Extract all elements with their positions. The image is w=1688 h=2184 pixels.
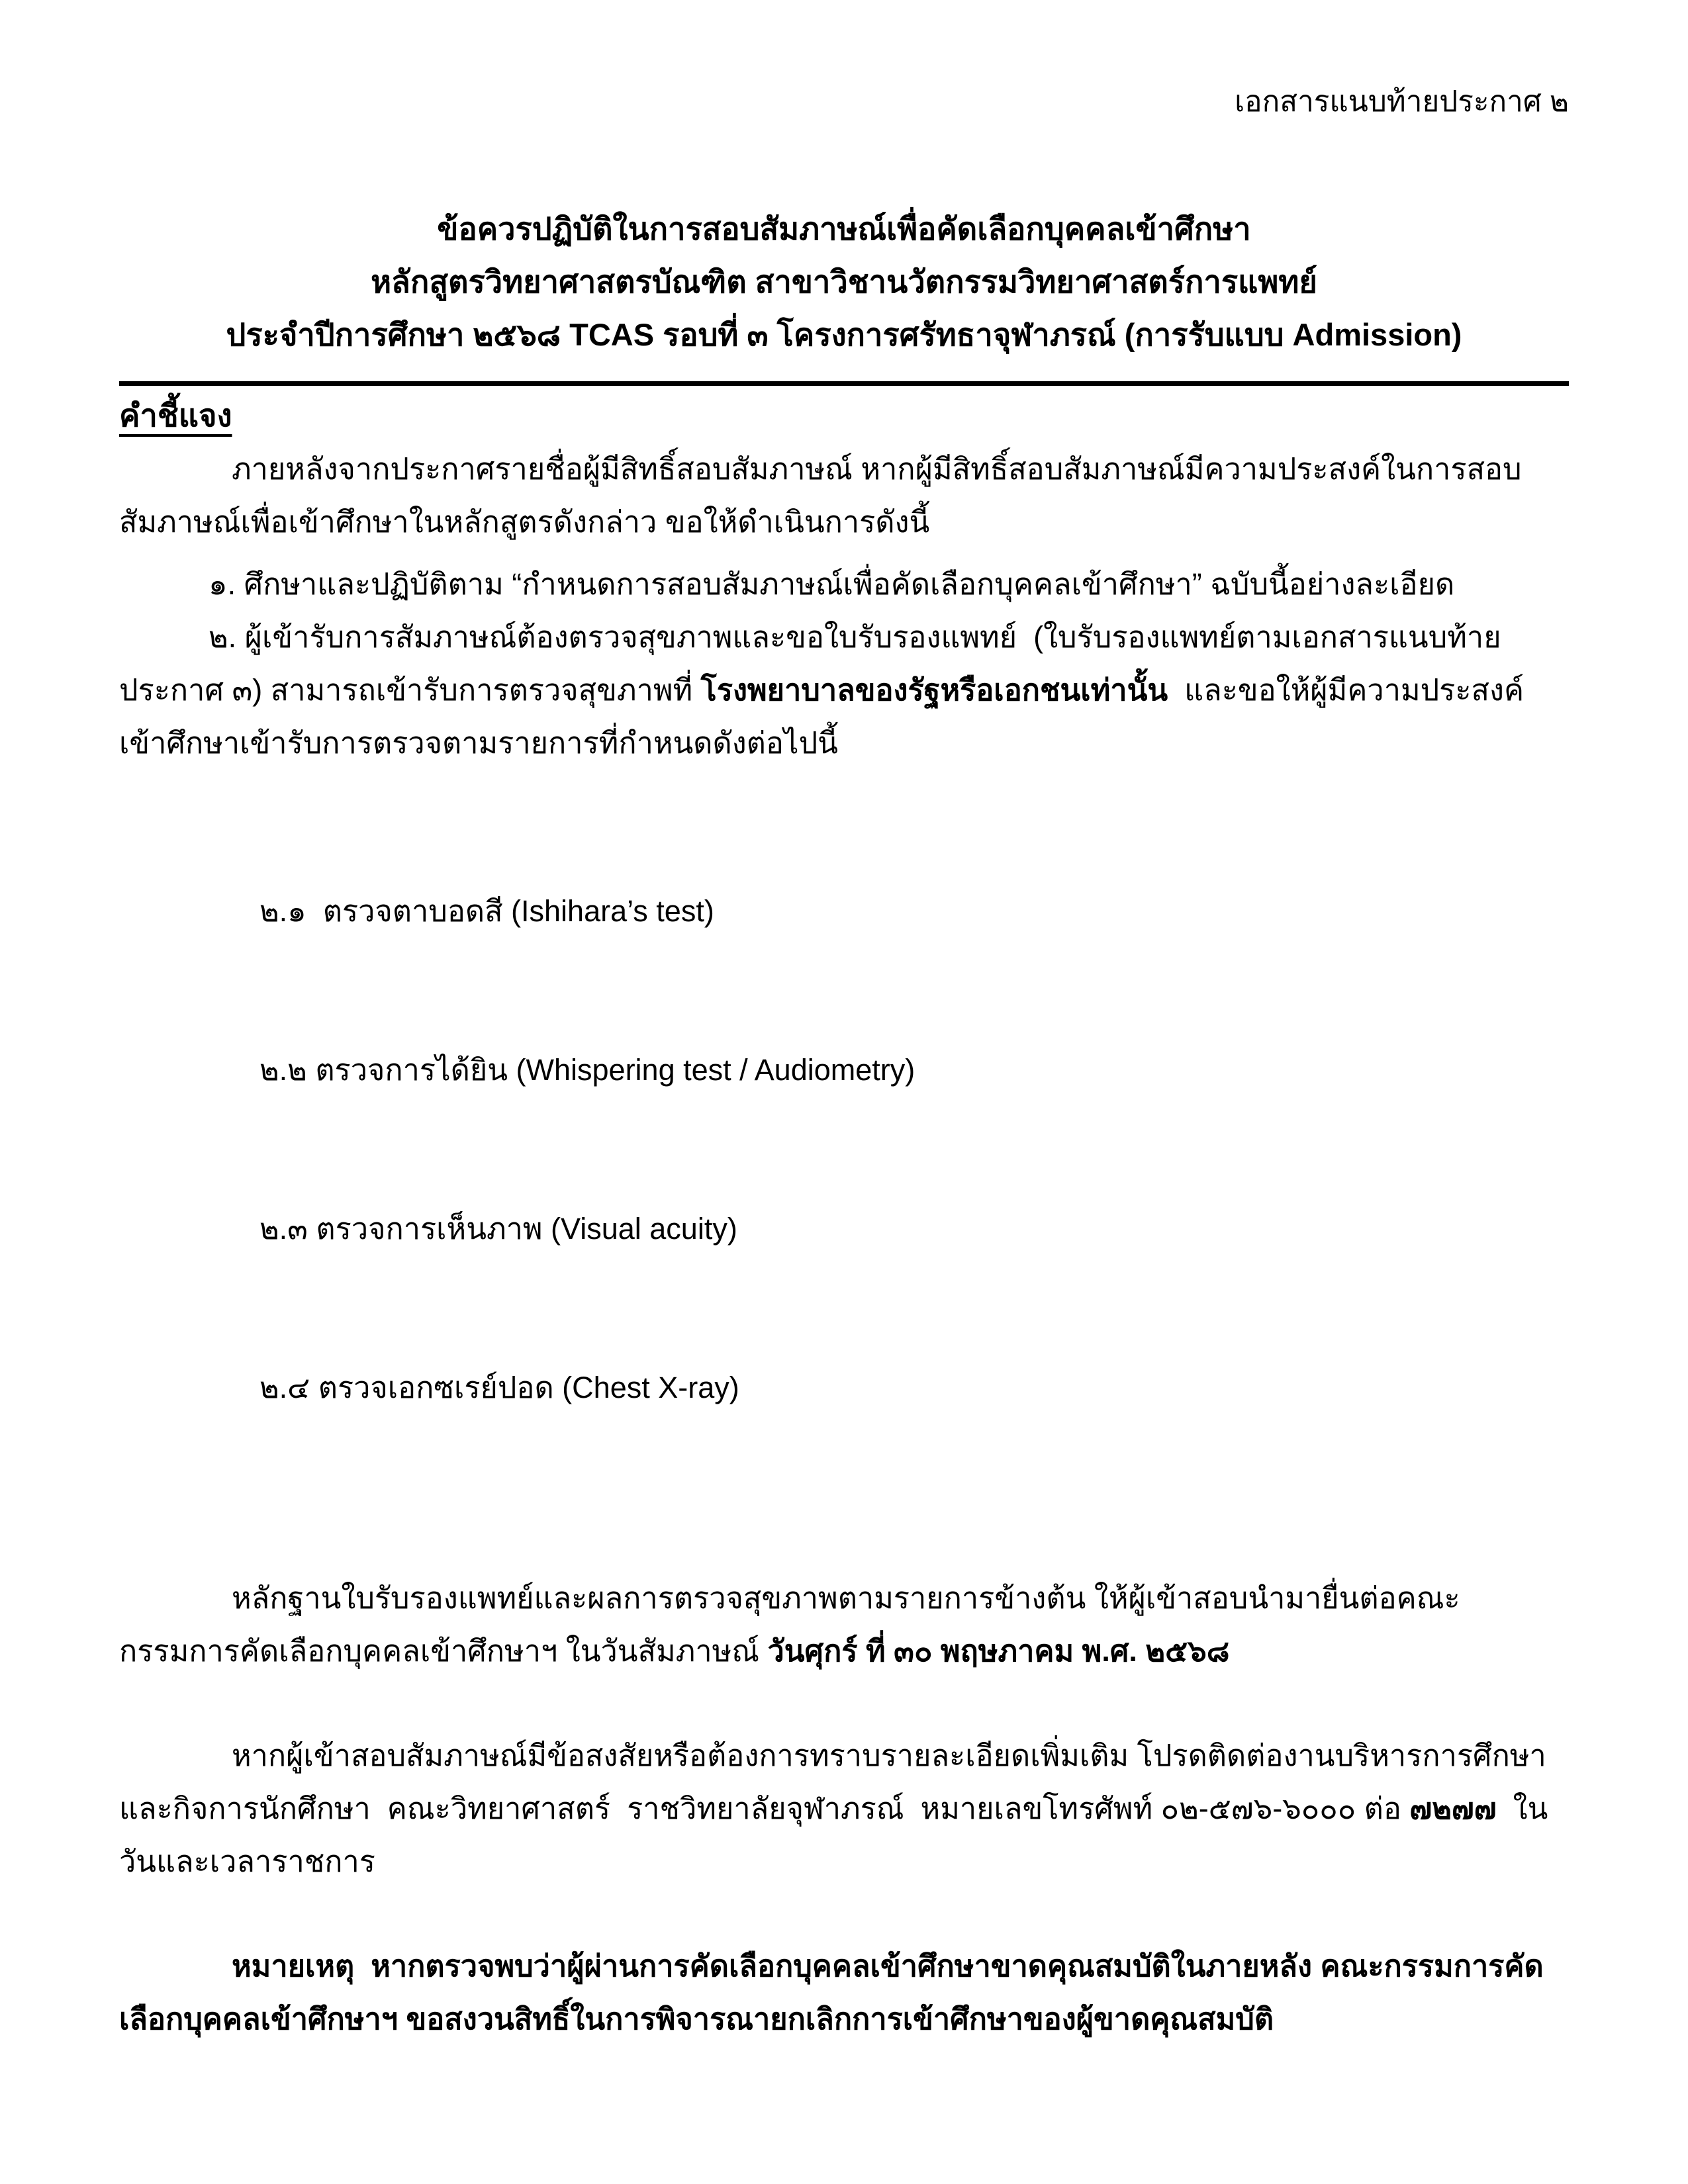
title-line-2: หลักสูตรวิทยาศาสตรบัณฑิต สาขาวิชานวัตกรรมวิทยาศาสตร์การแพทย์ <box>371 264 1317 299</box>
interview-date-bold: วันศุกร์ ที่ ๓๐ พฤษภาคม พ.ศ. ๒๕๖๘ <box>767 1634 1230 1668</box>
title-line-1: ข้อควรปฏิบัติในการสอบสัมภาษณ์เพื่อคัดเลือกบุคคลเข้าศึกษา <box>437 211 1251 246</box>
note-label: หมายเหตุ <box>232 1949 355 1983</box>
contact-text-start: หากผู้เข้าสอบสัมภาษณ์มีข้อสงสัยหรือต้องการทราบรายละเอียดเพิ่มเติม โปรดติดต่องานบริหารการศึกษา และกิจการนักศึกษา คณะวิทยาศาสตร์ ราชวิทยาลัยจุฬาภรณ์ หมายเลขโทรศัพท์ ๐๒-๕๗๖-๖๐๐๐ ต่อ <box>119 1739 1555 1825</box>
instruction-item-1: ๑. ศึกษาและปฏิบัติตาม “กำหนดการสอบสัมภาษณ์เพื่อคัดเลือกบุคคลเข้าศึกษา” ฉบับนี้อย่างละเอียด <box>209 567 1455 601</box>
checklist-item-ishihara: ๒.๑ ตรวจตาบอดสี (Ishihara’s test) <box>259 894 714 928</box>
corner-label: เอกสารแนบท้ายประกาศ ๒ <box>1235 85 1569 118</box>
section-heading-text: คำชี้แจง <box>119 398 232 433</box>
divider-line <box>119 381 1569 386</box>
phone-extension-bold: ๗๒๗๗ <box>1409 1792 1497 1825</box>
item-2-text-start: ๒. ผู้เข้ารับการสัมภาษณ์ต้องตรวจสุขภาพและขอใบรับรองแพทย์ (ใบรับรองแพทย์ตามเอกสารแนบท้ายประกาศ ๓) สามารถเข้ารับการตรวจสุขภาพที่ <box>119 620 1501 707</box>
instruction-item-2 <box>119 611 1569 770</box>
item-2-hospital-bold: โรงพยาบาลของรัฐหรือเอกชนเท่านั้น <box>700 673 1168 707</box>
medical-checklist <box>119 779 1569 1520</box>
document-title <box>119 203 1569 361</box>
intro-paragraph: ภายหลังจากประกาศรายชื่อผู้มีสิทธิ์สอบสัมภาษณ์ หากผู้มีสิทธิ์สอบสัมภาษณ์มีความประสงค์ในการสอบสัมภาษณ์เพื่อเข้าศึกษาในหลักสูตรดังกล่าว ขอให้ดำเนินการดังนี้ <box>119 452 1522 539</box>
checklist-item-xray: ๒.๔ ตรวจเอกซเรย์ปอด (Chest X-ray) <box>259 1371 739 1404</box>
evidence-text: หลักฐานใบรับรองแพทย์และผลการตรวจสุขภาพตามรายการข้างต้น ให้ผู้เข้าสอบนำมายื่นต่อคณะกรรมการคัดเลือกบุคคลเข้าศึกษาฯ ในวันสัมภาษณ์ <box>119 1581 1460 1668</box>
checklist-item-hearing: ๒.๒ ตรวจการได้ยิน (Whispering test / Audiometry) <box>259 1053 915 1087</box>
section-heading <box>119 388 1569 443</box>
note-paragraph <box>119 1940 1569 2046</box>
checklist-item-visual: ๒.๓ ตรวจการเห็นภาพ (Visual acuity) <box>259 1212 737 1246</box>
item-2-text-end: และขอให้ผู้มีความประสงค์เข้าศึกษาเข้ารับการตรวจตามรายการที่กำหนดดังต่อไปนี้ <box>119 673 1524 760</box>
contact-paragraph <box>119 1729 1569 1888</box>
title-line-3: ประจำปีการศึกษา ๒๕๖๘ TCAS รอบที่ ๓ โครงการศรัทธาจุฬาภรณ์ (การรับแบบ Admission) <box>226 317 1462 352</box>
note-text: หากตรวจพบว่าผู้ผ่านการคัดเลือกบุคคลเข้าศึกษาขาดคุณสมบัติในภายหลัง คณะกรรมการคัดเลือกบุคคลเข้าศึกษาฯ ขอสงวนสิทธิ์ในการพิจารณายกเลิกการเข้าศึกษาของผู้ขาดคุณสมบัติ <box>119 1949 1544 2036</box>
contact-text-end: ในวันและเวลาราชการ <box>119 1792 1548 1878</box>
evidence-paragraph <box>119 1572 1569 1678</box>
